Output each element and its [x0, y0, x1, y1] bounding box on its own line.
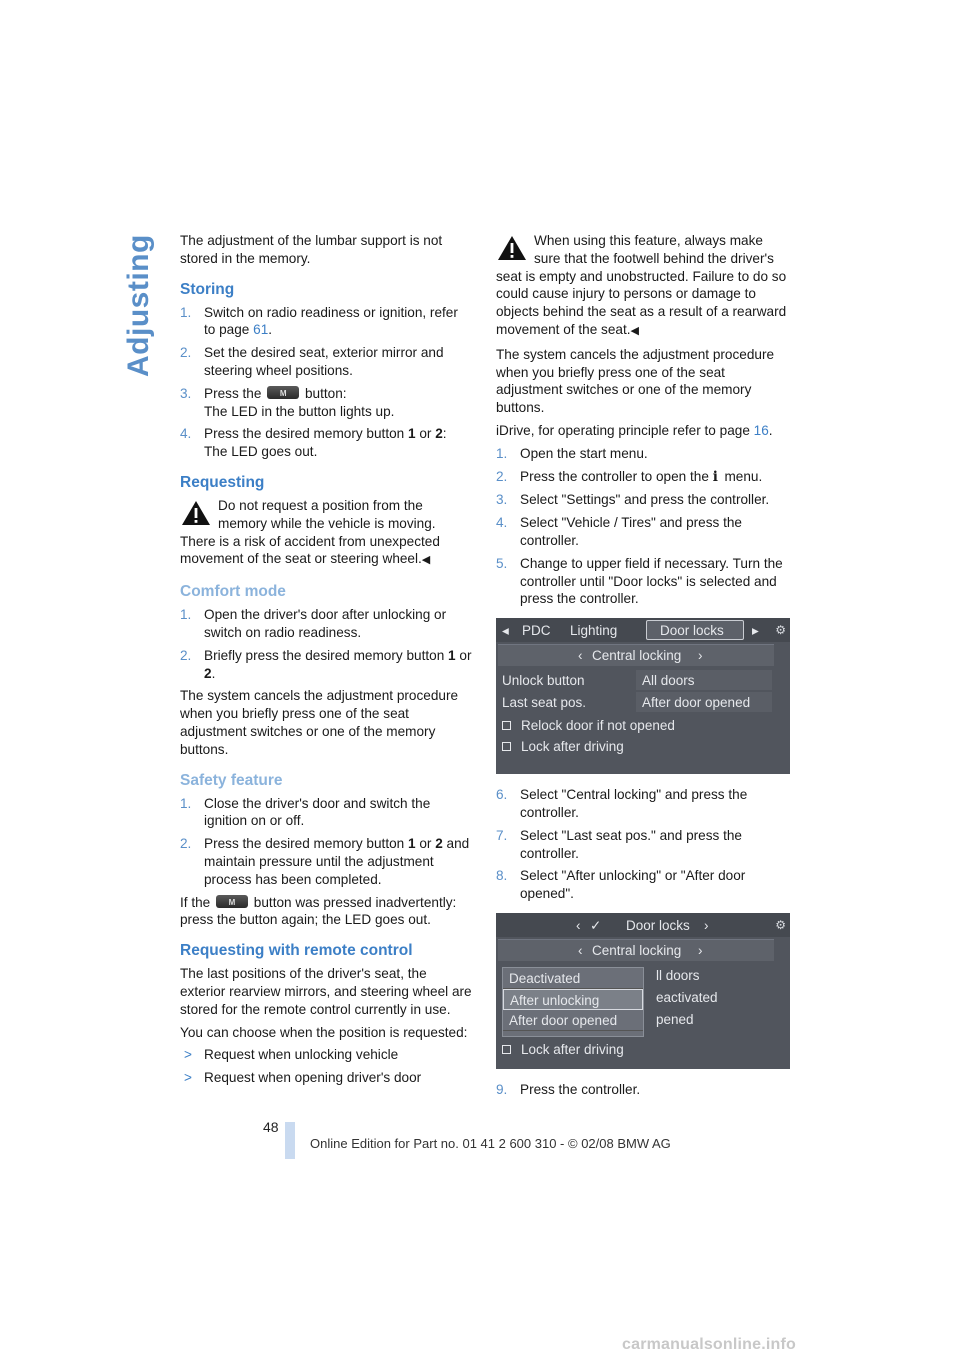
- remote-paragraph: You can choose when the position is requested:: [180, 1024, 468, 1040]
- safety-heading: Safety feature: [180, 771, 283, 789]
- list-item: 6. Select "Central locking" and press the controller.: [496, 787, 748, 820]
- comfort-heading: Comfort mode: [180, 583, 286, 601]
- chevron-left-icon: ‹: [578, 942, 583, 958]
- idrive-note: iDrive, for operating principle refer to page 16.: [496, 422, 773, 438]
- settings-icon: ⚙: [775, 917, 786, 932]
- info-icon: i: [712, 468, 718, 485]
- tab-pdc: PDC: [522, 623, 551, 639]
- requesting-warning: Do not request a position from the memory while the vehicle is moving. There is a risk of accident from unexpected movement of the seat or steering wheel.◀: [180, 497, 440, 567]
- footer-accent-bar: [285, 1122, 295, 1159]
- checkbox-row: Lock after driving: [502, 738, 624, 756]
- screen-header-bar: [498, 939, 774, 961]
- idrive-screen-door-locks: [496, 618, 790, 774]
- footwell-warning: When using this feature, always make sure that the footwell behind the driver's seat is empty and unobstructed. Failure to do so could cause injury to persons or damage to objects behind the seat as a result of a rearward movement of the seat.◀: [496, 233, 787, 337]
- memory-m-button-icon: [216, 895, 248, 908]
- chevron-right-icon: ›: [698, 648, 703, 664]
- site-watermark: carmanualsonline.info: [622, 1336, 797, 1353]
- checkbox-row: Lock after driving: [502, 1041, 624, 1059]
- car-key-icon: ✓: [590, 917, 602, 933]
- idrive-final-step: [496, 1081, 791, 1099]
- checkbox-icon: [502, 742, 511, 751]
- left-column: [180, 232, 472, 1092]
- warning-triangle-icon: [496, 234, 528, 262]
- remote-paragraph: The last positions of the driver's seat, the exterior rearview mirrors, and steering wheel are stored for the remote control currently in use.: [180, 966, 472, 1017]
- idrive-steps: [496, 445, 791, 608]
- safety-note: If the M button was pressed inadvertently: press the button again; the LED goes out.: [180, 894, 472, 930]
- remote-heading: Requesting with remote control: [180, 942, 413, 960]
- memory-m-button-icon: [267, 386, 299, 399]
- list-item: 2. Press the controller to open the i menu.: [496, 468, 763, 485]
- background-value: pened: [656, 1011, 694, 1027]
- chevron-right-icon: ›: [704, 917, 709, 933]
- remote-options: [180, 1046, 472, 1087]
- idrive-steps-continued: [496, 786, 791, 903]
- list-item: 9. Press the controller.: [496, 1081, 641, 1097]
- list-item: 1. Switch on radio readiness or ignition, refer to page 61.: [180, 304, 458, 338]
- tab-door-locks: Door locks: [660, 623, 724, 639]
- checkbox-icon: [502, 1045, 511, 1054]
- list-item: > Request when opening driver's door: [184, 1070, 422, 1086]
- comfort-note: The system cancels the adjustment procedure when you briefly press one of the seat adjustment switches or one of the memory buttons.: [180, 688, 459, 757]
- page-number: 48: [263, 1119, 279, 1135]
- tab-lighting: Lighting: [570, 623, 618, 639]
- page-link[interactable]: 16: [753, 422, 769, 438]
- list-item: 3. Press the M button: The LED in the button lights up.: [180, 385, 472, 421]
- list-item: 2. Press the desired memory button 1 or 2 and maintain pressure until the adjustment process has been completed.: [180, 836, 470, 887]
- storing-heading: Storing: [180, 280, 235, 298]
- screen-title: Door locks: [626, 917, 690, 933]
- screen-header-bar: [498, 644, 774, 666]
- settings-icon: ⚙: [775, 623, 786, 638]
- menu-option: After door opened: [503, 1010, 643, 1031]
- list-item: > Request when unlocking vehicle: [184, 1047, 399, 1063]
- intro-paragraph: The adjustment of the lumbar support is not stored in the memory.: [180, 233, 443, 266]
- end-mark: ◀: [421, 554, 431, 567]
- setting-label: Unlock button: [502, 673, 585, 689]
- list-item: 2. Set the desired seat, exterior mirror and steering wheel positions.: [180, 345, 444, 378]
- end-mark: ◀: [630, 324, 639, 337]
- right-column: [496, 232, 791, 1104]
- list-item: 1. Close the driver's door and switch the ignition on or off.: [180, 795, 431, 829]
- background-value: eactivated: [656, 989, 718, 1005]
- arrow-right-icon: ▸: [752, 623, 759, 639]
- storing-steps: [180, 304, 472, 461]
- checkbox-icon: [502, 721, 511, 730]
- screen-tab-bar: [496, 618, 790, 642]
- list-item: 3. Select "Settings" and press the controller.: [496, 492, 770, 508]
- page-link[interactable]: 61: [253, 322, 269, 338]
- list-item: 4. Press the desired memory button 1 or 2: The LED goes out.: [180, 426, 447, 460]
- setting-label: Last seat pos.: [502, 695, 587, 711]
- chevron-left-icon: ‹: [578, 648, 583, 664]
- arrow-left-icon: ◂: [502, 623, 509, 639]
- screen-title-bar: [496, 913, 790, 937]
- list-item: 5. Change to upper field if necessary. Turn the controller until "Door locks" is selected and press the controller.: [496, 555, 783, 607]
- section-tab: Adjusting: [122, 234, 155, 377]
- checkbox-row: Relock door if not opened: [502, 717, 675, 735]
- safety-steps: [180, 795, 472, 889]
- comfort-steps: [180, 606, 472, 682]
- cancel-note: The system cancels the adjustment procedure when you briefly press one of the seat adjustment switches or one of the memory buttons.: [496, 346, 775, 416]
- screen-header: Central locking: [592, 648, 682, 664]
- warning-triangle-icon: [180, 499, 212, 527]
- setting-value: All doors: [642, 673, 695, 689]
- chevron-left-icon: ‹: [576, 917, 581, 933]
- list-item: 1. Open the start menu.: [496, 445, 648, 461]
- background-value: ll doors: [656, 967, 700, 983]
- setting-value: After door opened: [642, 695, 751, 711]
- menu-option: Deactivated: [503, 968, 643, 989]
- screen-header: Central locking: [592, 942, 682, 958]
- list-item: 2. Briefly press the desired memory button 1 or 2.: [180, 647, 472, 681]
- requesting-heading: Requesting: [180, 473, 265, 491]
- options-popup: [502, 967, 644, 1037]
- idrive-screen-last-seat-pos: [496, 913, 790, 1069]
- list-item: 7. Select "Last seat pos." and press the controller.: [496, 827, 742, 861]
- chevron-right-icon: ›: [698, 942, 703, 958]
- list-item: 1. Open the driver's door after unlocking or switch on radio readiness.: [180, 607, 447, 640]
- footer-edition-note: Online Edition for Part no. 01 41 2 600 310 - © 02/08 BMW AG: [310, 1136, 671, 1151]
- menu-option-selected: After unlocking: [503, 989, 643, 1010]
- list-item: 8. Select "After unlocking" or "After door opened".: [496, 868, 746, 902]
- list-item: 4. Select "Vehicle / Tires" and press the controller.: [496, 515, 742, 548]
